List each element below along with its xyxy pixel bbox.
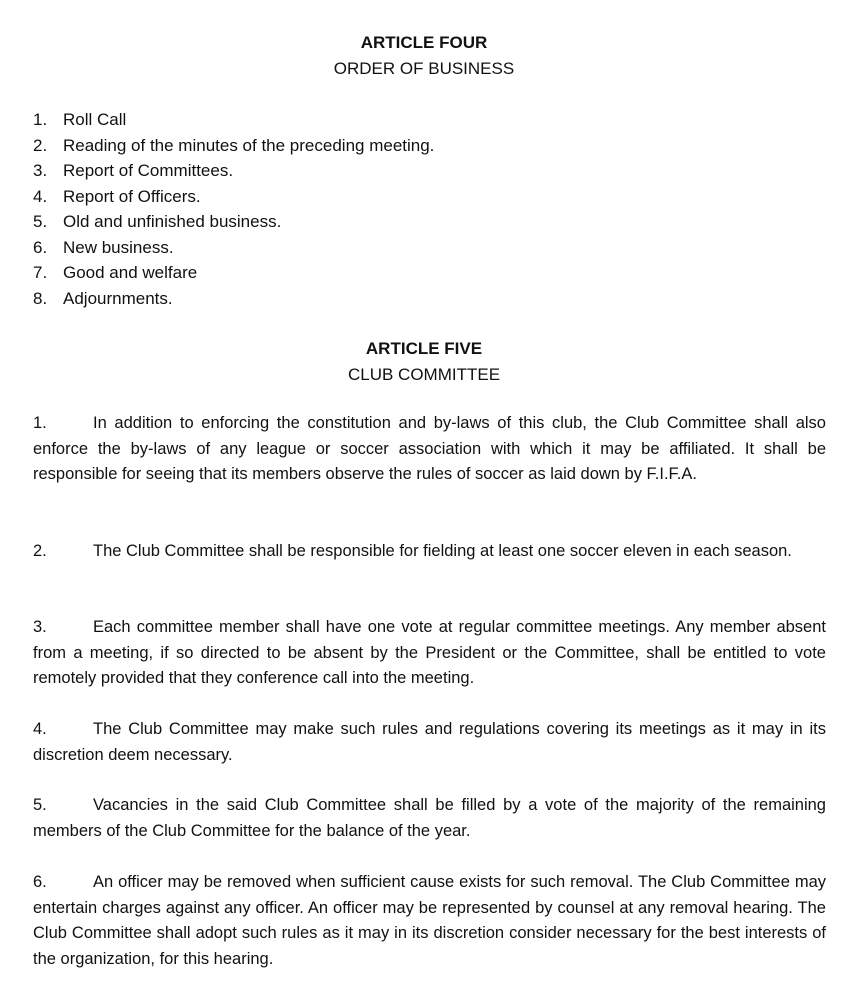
- list-item-number: 3.: [33, 161, 48, 180]
- list-item-number: 6.: [33, 237, 48, 257]
- list-item-number: 4.: [33, 186, 48, 206]
- list-item-number: 7.: [33, 263, 48, 282]
- list-item-number: 2.: [33, 135, 48, 155]
- list-item-text: New business.: [63, 237, 174, 257]
- list-item: [33, 260, 434, 286]
- paragraph-text: Each committee member shall have one vote at regular committee meetings. Any member absent from a meeting, if so directed to be absent by the President or the Committee, shall be entitled to vote remotely provided that they conference call into the meeting.: [33, 618, 826, 687]
- list-item: [33, 235, 434, 261]
- list-item-text: Reading of the minutes of the preceding meeting.: [63, 135, 435, 155]
- paragraph-text: An officer may be removed when sufficient cause exists for such removal. The Club Committee may entertain charges against any officer. An officer may be represented by counsel at any removal hearing. The Club Committee shall adopt such rules as it may in its discretion consider necessary for the best interests of the organization, for this hearing.: [33, 873, 826, 968]
- paragraph-text: In addition to enforcing the constitution and by-laws of this club, the Club Committee shall also enforce the by-laws of any league or soccer association with which it may be affiliated. It shall be responsible for seeing that its members observe the rules of soccer as laid down by F.I.F.A.: [33, 414, 826, 483]
- list-item-number: 8.: [33, 288, 48, 308]
- article-five-subtitle: CLUB COMMITTEE: [347, 365, 501, 384]
- article-four-subtitle: ORDER OF BUSINESS: [333, 59, 515, 78]
- paragraph-text: The Club Committee may make such rules and regulations covering its meetings as it may in its discretion deem necessary.: [33, 720, 826, 764]
- list-item-text: Old and unfinished business.: [63, 212, 282, 231]
- list-item-text: Report of Officers.: [63, 186, 201, 206]
- article-four-title: ARTICLE FOUR: [360, 33, 488, 52]
- paragraph: [33, 793, 826, 844]
- paragraph: [33, 717, 826, 768]
- list-item: [33, 209, 434, 235]
- paragraph-text: Vacancies in the said Club Committee shall be filled by a vote of the majority of the remaining members of the Club Committee for the balance of the year.: [33, 796, 826, 840]
- list-item: [33, 184, 434, 210]
- list-item: [33, 107, 434, 133]
- list-item-number: 5.: [33, 212, 48, 231]
- article-five-title: ARTICLE FIVE: [365, 339, 483, 358]
- list-item-text: Roll Call: [63, 110, 127, 129]
- list-item-text: Good and welfare: [63, 263, 198, 282]
- paragraph-number: 5.: [33, 796, 47, 814]
- list-item-text: Report of Committees.: [63, 161, 234, 180]
- paragraph: [33, 870, 826, 972]
- paragraph-number: 3.: [33, 618, 47, 636]
- paragraph: [33, 615, 826, 692]
- list-item: [33, 133, 434, 159]
- paragraph: [33, 411, 826, 488]
- list-item-number: 1.: [33, 110, 48, 129]
- paragraph-text: The Club Committee shall be responsible for fielding at least one soccer eleven in each season.: [93, 542, 792, 560]
- list-item: [33, 286, 434, 312]
- paragraph: [33, 539, 826, 565]
- paragraph-number: 1.: [33, 414, 47, 432]
- paragraph-number: 2.: [33, 542, 47, 560]
- order-of-business-list: [33, 107, 434, 311]
- list-item-text: Adjournments.: [63, 288, 173, 308]
- paragraph-number: 4.: [33, 720, 47, 738]
- paragraph-number: 6.: [33, 873, 47, 891]
- list-item: [33, 158, 434, 184]
